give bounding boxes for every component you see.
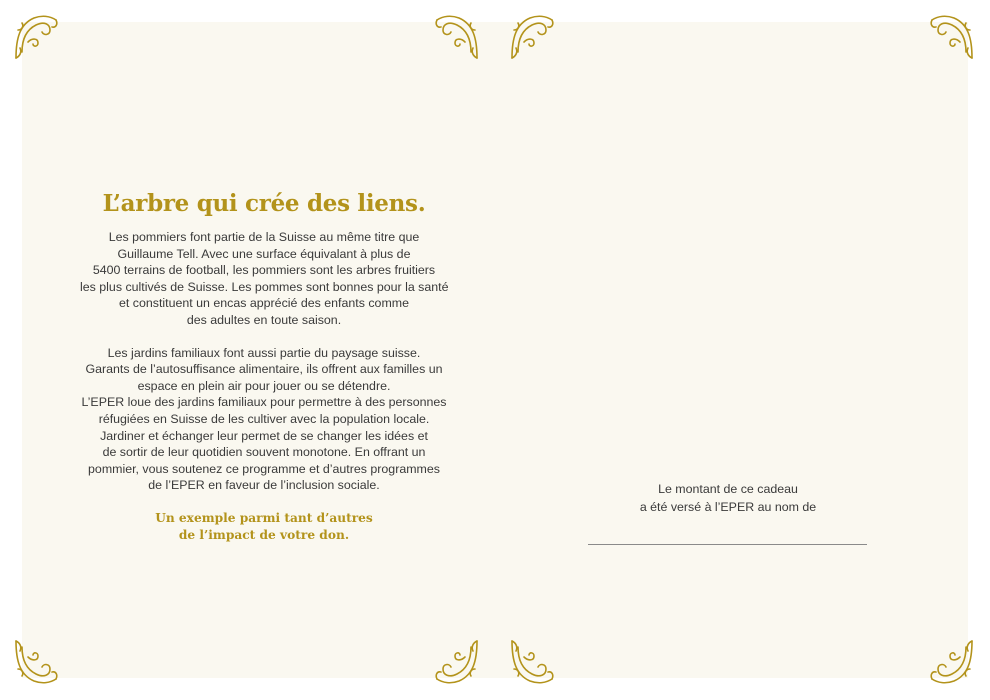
text-line: Jardiner et échanger leur permet de se changer les idées et	[100, 428, 428, 443]
tagline-line: de l’impact de votre don.	[178, 527, 350, 542]
corner-ornament-icon	[508, 637, 558, 687]
text-line: 5400 terrains de football, les pommiers sont les arbres fruitiers	[92, 263, 436, 278]
text-line: espace en plein air pour jouer ou se détendre.	[137, 378, 391, 393]
corner-ornament-icon	[12, 637, 62, 687]
text-line: de sortir de leur quotidien souvent monotone. En offrant un	[102, 445, 426, 460]
left-page-content	[80, 190, 448, 544]
text-line: Garants de l’autosuffisance alimentaire, ils offrent aux familles un	[85, 362, 443, 377]
corner-ornament-icon	[12, 12, 62, 62]
name-signature-line	[588, 544, 867, 545]
text-line: L’EPER loue des jardins familiaux pour permettre à des personnes	[81, 395, 447, 410]
paragraph-family-gardens	[80, 345, 448, 494]
dedication-line: a été versé à l’EPER au nom de	[639, 500, 817, 514]
paragraph-apple-trees	[80, 229, 448, 329]
text-line: réfugiées en Suisse de les cultiver avec la population locale.	[98, 411, 430, 426]
text-line: de l’EPER en faveur de l’inclusion sociale.	[148, 478, 380, 493]
corner-ornament-icon	[508, 12, 558, 62]
corner-ornament-icon	[431, 637, 481, 687]
corner-ornament-icon	[926, 637, 976, 687]
text-line: les plus cultivés de Suisse. Les pommes sont bonnes pour la santé	[80, 279, 449, 294]
text-line: Guillaume Tell. Avec une surface équivalant à plus de	[117, 246, 411, 261]
tagline-line: Un exemple parmi tant d’autres	[155, 510, 373, 525]
corner-ornament-icon	[926, 12, 976, 62]
dedication-text	[588, 480, 868, 516]
text-line: Les jardins familiaux font aussi partie du paysage suisse.	[107, 345, 421, 360]
text-line: pommier, vous soutenez ce programme et d’autres programmes	[88, 461, 440, 476]
page-title: L’arbre qui crée des liens.	[102, 190, 426, 217]
text-line: des adultes en toute saison.	[186, 312, 342, 327]
corner-ornament-icon	[431, 12, 481, 62]
text-line: Les pommiers font partie de la Suisse au même titre que	[108, 230, 420, 244]
text-line: et constituent un encas apprécié des enfants comme	[119, 296, 409, 311]
dedication-line: Le montant de ce cadeau	[658, 482, 798, 496]
impact-tagline	[80, 510, 448, 544]
